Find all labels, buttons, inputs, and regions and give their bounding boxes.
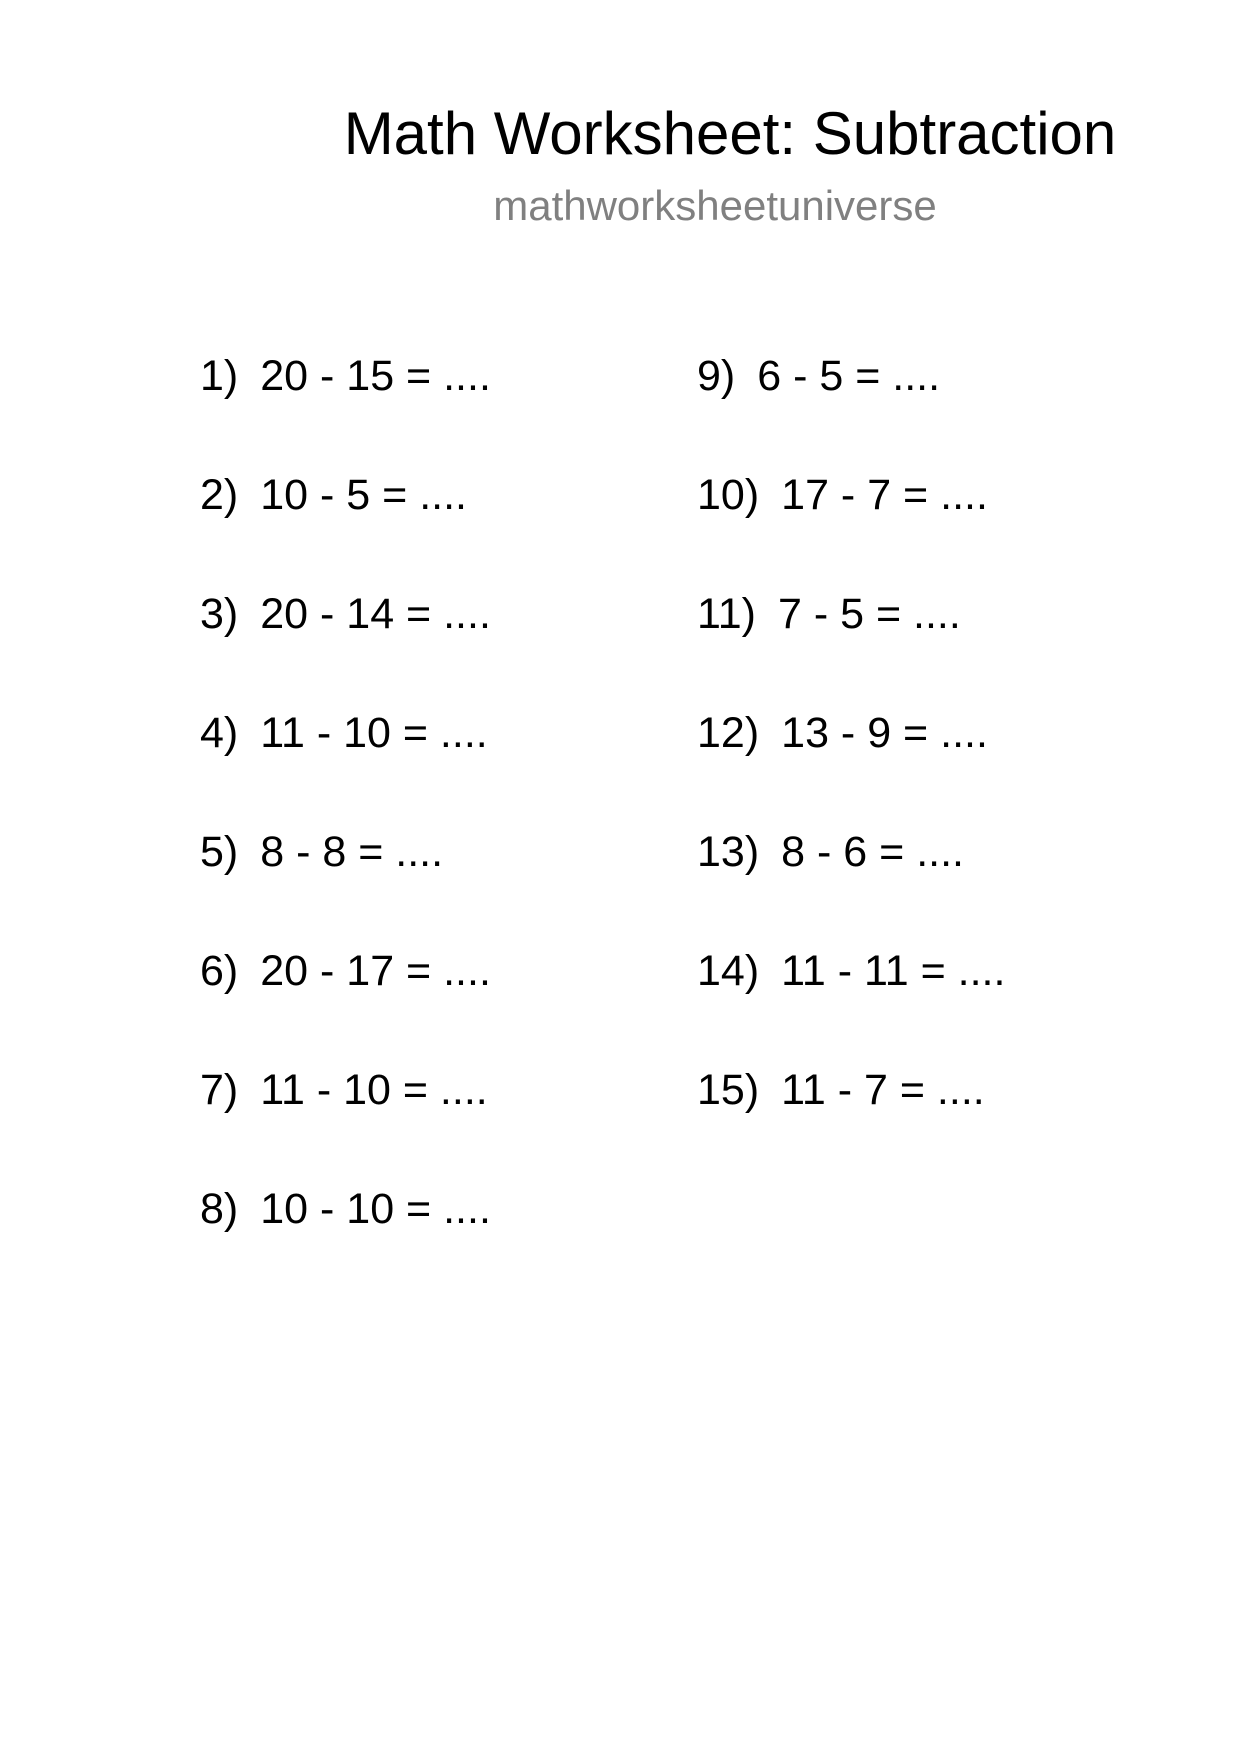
problem-number: 10)	[697, 471, 760, 519]
problem-expression: 8 - 6 = ....	[781, 828, 964, 876]
problem-item	[200, 588, 491, 640]
problem-expression: 20 - 15 = ....	[260, 352, 491, 400]
problem-number: 9)	[697, 352, 736, 400]
problem-expression: 7 - 5 = ....	[777, 590, 961, 638]
problem-item	[697, 469, 988, 521]
problem-expression: 17 - 7 = ....	[781, 471, 988, 519]
problem-item	[200, 945, 491, 997]
problem-expression: 11 - 11 = ....	[781, 947, 1006, 995]
problem-item	[697, 588, 961, 640]
problem-item	[200, 707, 488, 759]
problem-number: 14)	[697, 947, 760, 995]
problem-item	[200, 1064, 488, 1116]
problem-item	[697, 826, 964, 878]
problem-item	[200, 350, 491, 402]
problem-expression: 6 - 5 = ....	[757, 352, 941, 400]
problem-expression: 11 - 7 = ....	[781, 1066, 985, 1114]
problem-item	[697, 350, 940, 402]
problem-item	[200, 1183, 491, 1235]
problem-number: 11)	[697, 590, 756, 638]
problem-number: 4)	[200, 709, 239, 757]
worksheet-title: Math Worksheet: Subtraction	[343, 100, 1117, 167]
problem-item	[200, 469, 467, 521]
problem-expression: 11 - 10 = ....	[260, 1066, 488, 1114]
problem-number: 3)	[200, 590, 239, 638]
problem-item	[697, 707, 988, 759]
problem-expression: 13 - 9 = ....	[781, 709, 988, 757]
problem-number: 6)	[200, 947, 239, 995]
problem-item	[697, 945, 1005, 997]
problem-expression: 20 - 14 = ....	[260, 590, 491, 638]
problem-number: 13)	[697, 828, 760, 876]
problem-number: 2)	[200, 471, 239, 519]
problem-expression: 20 - 17 = ....	[260, 947, 491, 995]
worksheet-subtitle: mathworksheetuniverse	[493, 182, 937, 229]
problem-expression: 10 - 5 = ....	[260, 471, 467, 519]
problem-number: 12)	[697, 709, 760, 757]
problem-item	[697, 1064, 985, 1116]
problem-expression: 10 - 10 = ....	[260, 1185, 491, 1233]
problem-number: 7)	[200, 1066, 239, 1114]
problem-number: 8)	[200, 1185, 239, 1233]
problem-item	[200, 826, 443, 878]
problem-expression: 8 - 8 = ....	[260, 828, 444, 876]
problem-number: 15)	[697, 1066, 760, 1114]
problem-number: 5)	[200, 828, 239, 876]
problem-number: 1)	[200, 352, 239, 400]
problem-expression: 11 - 10 = ....	[260, 709, 488, 757]
